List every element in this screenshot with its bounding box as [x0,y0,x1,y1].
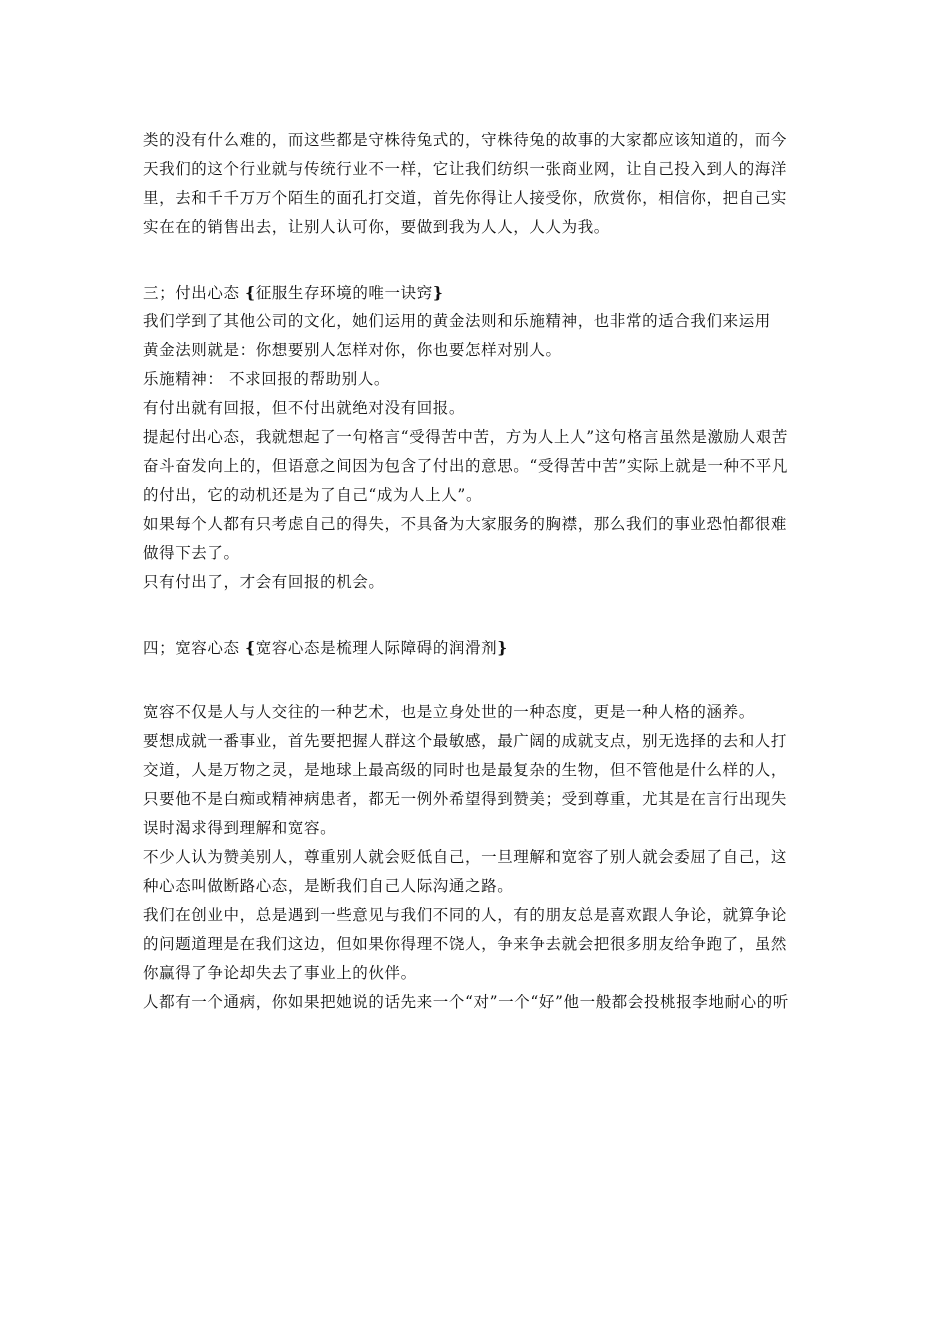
spacer [143,691,808,698]
intro-paragraph [143,126,808,242]
text-line: 乐施精神： 不求回报的帮助别人。 [143,370,391,388]
text-line: 提起付出心态，我就想起了一句格言“受得苦中苦，方为人上人”这句格言虽然是激励人艰苦 [143,428,788,446]
text-line: 天我们的这个行业就与传统行业不一样，它让我们纺织一张商业网，让自己投入到人的海洋 [143,160,788,178]
text-line: 不少人认为赞美别人，尊重别人就会贬低自己，一旦理解和宽容了别人就会委屈了自己，这 [143,848,788,866]
spacer [143,597,808,626]
section-3 [143,278,808,597]
text-line: 如果每个人都有只考虑自己的得失，不具备为大家服务的胸襟，那么我们的事业恐怕都很难 [143,515,788,533]
text-line: 做得下去了。 [143,544,240,562]
text-line: 只要他不是白痴或精神病患者，都无一例外希望得到赞美；受到尊重，尤其是在言行出现失 [143,790,788,808]
text-line: 宽容不仅是人与人交往的一种艺术，也是立身处世的一种态度，更是一种人格的涵养。 [143,703,755,721]
text-line: 实在在的销售出去，让别人认可你，要做到我为人人，人人为我。 [143,218,610,236]
text-line: 人都有一个通病，你如果把她说的话先来一个“对”一个“好”他一般都会投桃报李地耐心的听 [143,993,789,1011]
text-line: 有付出就有回报，但不付出就绝对没有回报。 [143,399,466,417]
spacer [143,662,808,691]
text-line: 种心态叫做断路心态，是断我们自己人际沟通之路。 [143,877,514,895]
section-3-heading [143,278,808,307]
spacer [143,242,808,271]
text-line: 里，去和千千万万个陌生的面孔打交道，首先你得让人接受你，欣赏你，相信你，把自己实 [143,189,788,207]
text-line: 要想成就一番事业，首先要把握人群这个最敏感，最广阔的成就支点，别无选择的去和人打 [143,732,788,750]
text-line: 交道，人是万物之灵，是地球上最高级的同时也是最复杂的生物，但不管他是什么样的人， [143,761,788,779]
text-line: 误时渴求得到理解和宽容。 [143,819,337,837]
section-4-heading [143,633,808,662]
heading-prefix: 三；付出心态 [143,284,246,302]
heading-close-brace: } [432,283,444,302]
text-line: 黄金法则就是：你想要别人怎样对你，你也要怎样对别人。 [143,341,562,359]
heading-title: 征服生存环境的唯一诀窍 [255,284,433,302]
text-line: 的付出，它的动机还是为了自己“成为人上人”。 [143,486,483,504]
spacer [143,271,808,278]
text-line: 类的没有什么难的，而这些都是守株待兔式的，守株待兔的故事的大家都应该知道的，而今 [143,131,788,149]
text-line: 奋斗奋发向上的，但语意之间因为包含了付出的意思。“受得苦中苦”实际上就是一种不平凡 [143,457,788,475]
spacer [143,626,808,633]
document-page [143,126,808,1017]
heading-prefix: 四；宽容心态 [143,639,246,657]
heading-open-brace: { [245,283,256,302]
heading-title: 宽容心态是梳理人际障碍的润滑剂 [255,639,498,657]
text-line: 我们在创业中，总是遇到一些意见与我们不同的人，有的朋友总是喜欢跟人争论，就算争论 [143,906,788,924]
text-line: 我们学到了其他公司的文化，她们运用的黄金法则和乐施精神，也非常的适合我们来运用 [143,312,771,330]
section-4 [143,633,808,1017]
text-line: 只有付出了，才会有回报的机会。 [143,573,385,591]
heading-open-brace: { [245,638,256,657]
text-line: 的问题道理是在我们这边，但如果你得理不饶人，争来争去就会把很多朋友给争跑了，虽然 [143,935,788,953]
text-line: 你赢得了争论却失去了事业上的伙伴。 [143,964,417,982]
heading-close-brace: } [497,638,508,657]
